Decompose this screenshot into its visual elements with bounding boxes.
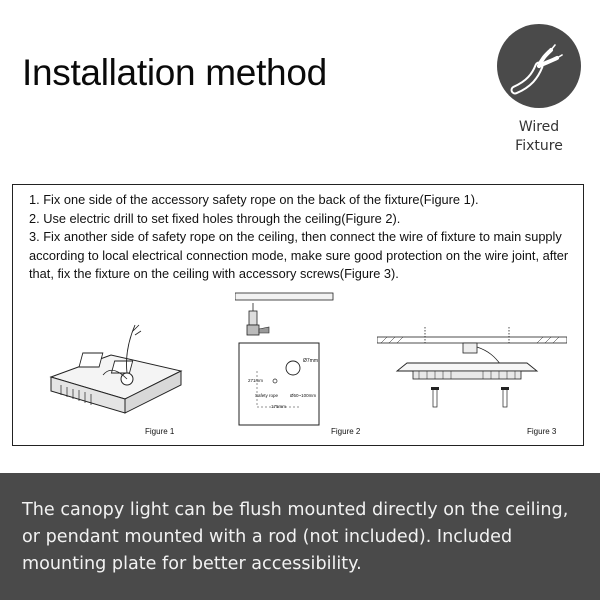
fig2-hole-label: Ø7mm bbox=[303, 358, 318, 364]
footer-description: The canopy light can be flush mounted directly on the ceiling, or pendant mounted with a rod (not included). Included mounting plate for better accessibility. bbox=[22, 500, 569, 574]
fig2-rope-label: Safety rope bbox=[255, 393, 279, 398]
wired-fixture-badge bbox=[494, 24, 584, 156]
figure-3-label: Figure 3 bbox=[527, 427, 557, 436]
figure-2-label: Figure 2 bbox=[331, 427, 361, 436]
fig2-spacing-label: Ø50~100mm bbox=[290, 393, 317, 398]
badge-line-1: Wired bbox=[518, 119, 560, 135]
fig2-vertical-label: 271mm bbox=[248, 378, 264, 383]
page-title: Installation method bbox=[22, 52, 327, 93]
step-3: 3. Fix another side of safety rope on the ceiling, then connect the wire of fixture to main supply according to local electrical connection mode, make sure good protection on the wire joint, after that, fix the fixture on the ceiling with accessory screws(Figure 3). bbox=[29, 229, 569, 282]
footer-banner bbox=[0, 473, 600, 600]
wire-icon bbox=[509, 36, 569, 96]
figure-1-label: Figure 1 bbox=[145, 427, 175, 436]
instructions-box bbox=[12, 184, 584, 446]
figure-1-diagram bbox=[41, 315, 191, 425]
step-1: 1. Fix one side of the accessory safety rope on the back of the fixture(Figure 1). bbox=[29, 192, 479, 207]
figures-row bbox=[13, 295, 585, 445]
fig2-horizontal-label: 175mm bbox=[271, 404, 287, 409]
badge-line-2: Fixture bbox=[515, 138, 563, 154]
instruction-steps bbox=[29, 191, 579, 284]
figure-3-diagram bbox=[377, 327, 567, 427]
step-2: 2. Use electric drill to set fixed holes through the ceiling(Figure 2). bbox=[29, 210, 401, 226]
badge-label bbox=[494, 118, 584, 156]
badge-circle bbox=[497, 24, 581, 108]
figure-2-diagram bbox=[235, 289, 345, 429]
